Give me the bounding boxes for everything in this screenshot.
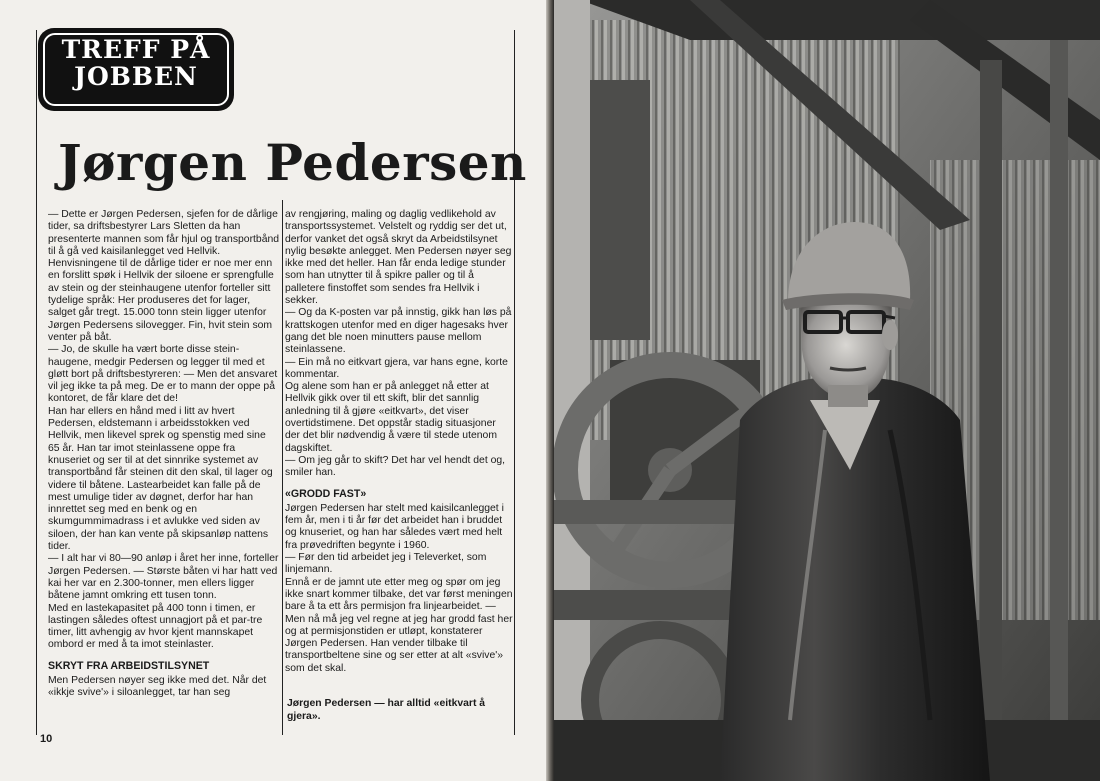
subheading: SKRYT FRA ARBEIDSTILSYNET	[48, 659, 210, 672]
body-paragraph: av rengjøring, maling og daglig vedlikehold av transportssystemet. Velstelt og ryddig ser det ut, derfor vanket det også skryt da Arbeidstilsynet nylig besøkte anlegget. Men Pedersen nøyer seg ikke med det heller. Han får enda ledige stunder som han utnytter til å spikre paller og til å palletere finstoffet som sendes fra Hellvik i sekker. — Og da K-posten var på innstig, gikk han løs på krattskogen utenfor med en diger hagesaks hver gang det ble noen minutters pause mellom steinlassene. — Ein må no eitkvart gjera, var hans egne, korte kommentar. Og alene som han er på anlegget nå etter at Hellvik gikk over til ett skift, blir det sannlig anledning til å gjøre «eitkvart», det viser overtidstimene. Det oppstår stadig situasjoner der det blir nødvendig å være til stede utenom dagskiftet. — Om jeg går to skift? Det har vel hendt det og, smiler han.	[285, 209, 512, 479]
section-badge	[38, 28, 234, 111]
body-paragraph: Men Pedersen nøyer seg ikke med det. Når det «ikkje svive'» i siloanlegget, tar han seg	[48, 674, 267, 699]
column-rule-left	[36, 30, 37, 735]
body-paragraph: Jørgen Pedersen har stelt med kaisilcanlegget i fem år, men i ti år før det arbeidet han i bruddet og knuseriet, og han har således vært med helt fra prøvedriften begynte i 1960. — Før den tid arbeidet jeg i Televerket, som linjemann. Ennå er de jamnt ute etter meg og spør om jeg ikke snart kommer tilbake, det var først meningen bare å ta ett års permisjon fra linjearbeidet. — Men nå må jeg vel regne at jeg har grodd fast her og at permisjonstiden er utløpt, konstaterer Jørgen Pedersen. Han vender tilbake til transportbeltene sine og ser etter at alt «svive'» som det skal.	[285, 502, 513, 674]
subheading: «GRODD FAST»	[285, 487, 367, 500]
neck	[828, 385, 868, 407]
spine-fold	[546, 0, 554, 781]
section-badge-text: TREFF PÅ JOBBEN	[61, 35, 211, 91]
column-rule-middle	[282, 200, 283, 735]
text-column-left	[48, 209, 280, 700]
article-headline: Jørgen Pedersen	[58, 133, 527, 192]
vertical-post	[1050, 40, 1068, 780]
ear	[882, 320, 898, 350]
page-number: 10	[40, 733, 53, 745]
text-column-right	[285, 209, 513, 675]
machine-column	[590, 80, 650, 340]
body-paragraph: — Dette er Jørgen Pedersen, sjefen for de dårlige tider, sa driftsbestyrer Lars Sletten da han presenterte mannen som får hjul og transportbånd til å gå ved kaisilanlegget ved Hellvik. Henvisningene til de dårlige tider er noe mer enn en forslitt spøk i Hellvik der siloene er sprengfulle av stein og der steinhaugene utenfor forteller sitt tydelige språk: Her produseres det for lager, salget går tregt. 15.000 tonn stein ligger utenfor Jørgen Pedersens silovegger. Fin, hvit stein som venter på båt. — Jo, de skulle ha vært borte disse stein-haugene, medgir Pedersen og legger til med et gløtt bort på driftsbestyreren: — Men det ansvaret vil jeg ikke ta på meg. De er to mann der oppe på kontoret, de får klare det de! Han har ellers en hånd med i litt av hvert Pedersen, eldstemann i arbeidsstokken ved Hellvik, men likevel sprek og spenstig med sine 65 år. Han tar imot steinlassene oppe fra knuseriet og ser til at det sinnrike systemet av transportbånd får steinen dit den skal, til lager og videre til båtene. Lastearbeidet kan falle på de mest umulige tider av døgnet, derfor har han innrettet seg med en benk og en skumgummimadrass i et avlukke ved siden av siloen, der han kan vente på skipsanløp nattens tider. — I alt har vi 80—90 anløp i året her inne, forteller Jørgen Pedersen. — Største båten vi har hatt ved kai her var en 2.300-tonner, men ellers ligger båtene jamnt omkring ett tusen tonn. Med en lastekapasitet på 400 tonn i timen, er lastingen således oftest unnagjort på et par-tre timer, litt avhengig av hvor kjent mannskapet ombord er med å ta imot steinlaster.	[48, 209, 280, 651]
vertical-post	[980, 60, 1002, 780]
photo-caption: Jørgen Pedersen — har alltid «eitkvart å gjera».	[287, 698, 486, 722]
portrait-photo	[550, 0, 1100, 781]
right-page	[550, 0, 1100, 781]
